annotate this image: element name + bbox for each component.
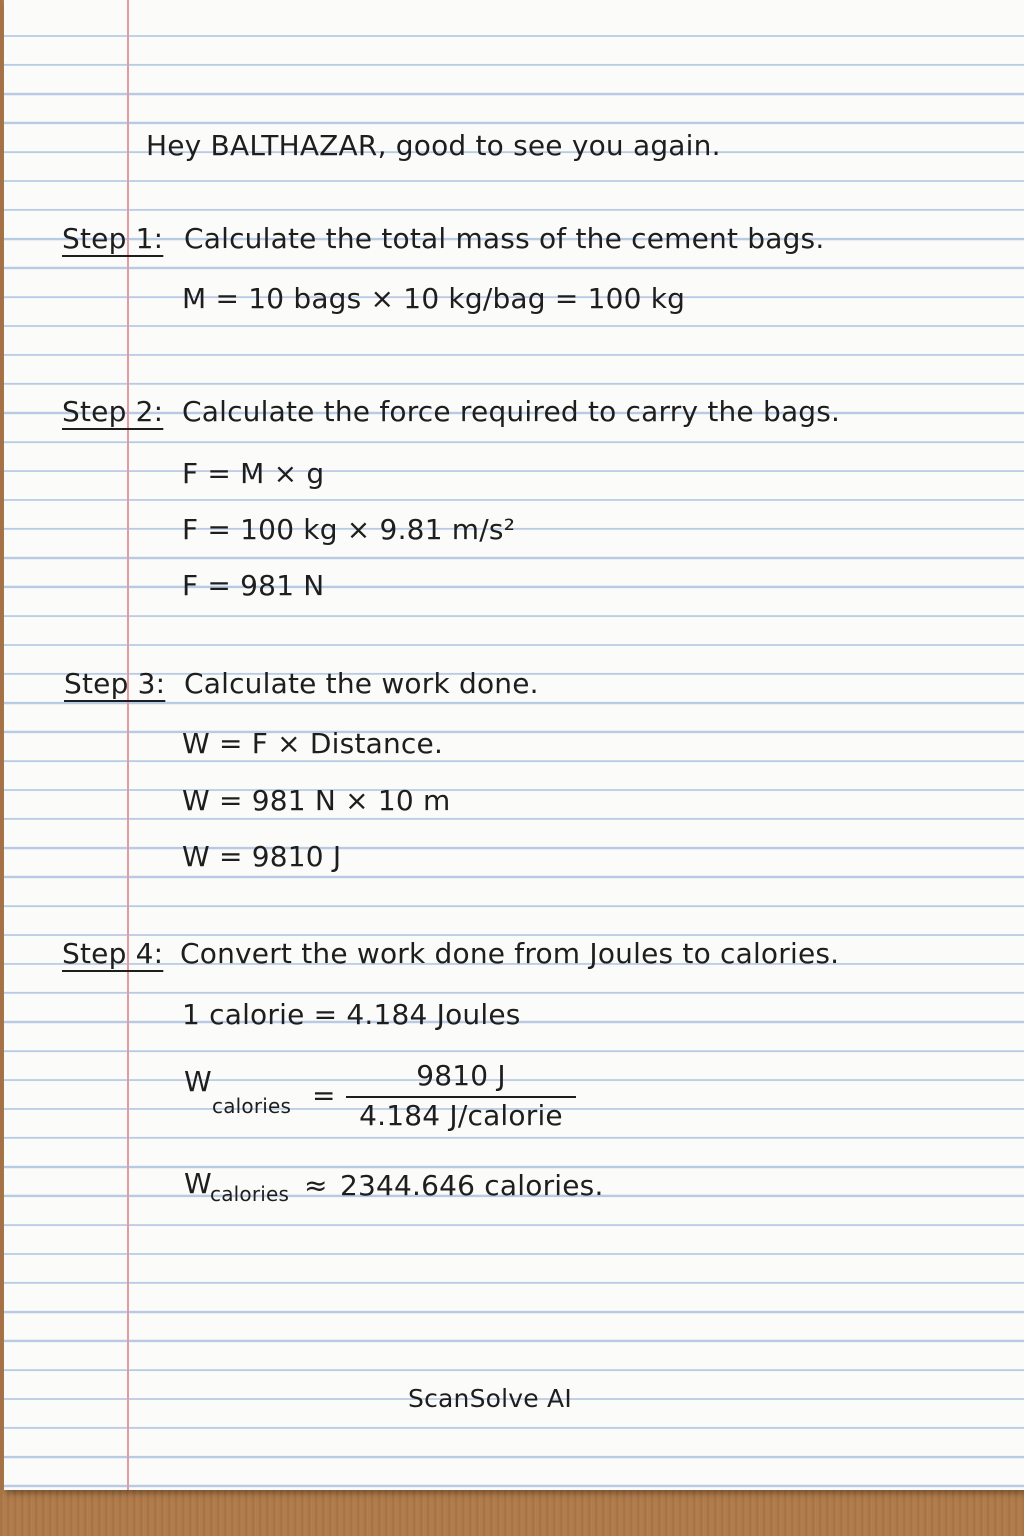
notebook-paper [4, 0, 1024, 1490]
result-value: 2344.646 calories. [340, 1169, 604, 1202]
fraction-numerator: 9810 J [416, 1059, 506, 1092]
step-4-title: Convert the work done from Joules to calories. [180, 937, 840, 970]
step-3-equation-3: W = 9810 J [182, 840, 342, 873]
step-2-equation-2: F = 100 kg × 9.81 m/s² [182, 513, 516, 546]
fraction-denominator: 4.184 J/calorie [359, 1099, 563, 1132]
step-1-title: Calculate the total mass of the cement bags. [184, 222, 825, 255]
step-3-equation-1: W = F × Distance. [182, 727, 444, 760]
fraction-bar [346, 1096, 576, 1098]
result-subscript: calories [210, 1182, 290, 1206]
footer-brand: ScanSolve AI [408, 1384, 572, 1413]
step-1-label: Step 1: [62, 222, 164, 255]
step-4-equation-1: 1 calorie = 4.184 Joules [182, 998, 521, 1031]
step-2-label: Step 2: [62, 395, 164, 428]
result-operator: ≈ [304, 1169, 328, 1202]
result-symbol: W [184, 1167, 212, 1200]
fraction-lhs-subscript: calories [212, 1094, 292, 1118]
step-4-label: Step 4: [62, 937, 164, 970]
fraction-lhs-symbol: W [184, 1065, 212, 1098]
step-2-equation-3: F = 981 N [182, 569, 325, 602]
fraction-operator: = [312, 1079, 336, 1112]
step-2-equation-1: F = M × g [182, 457, 325, 490]
step-2-title: Calculate the force required to carry the bags. [182, 395, 841, 428]
step-3-label: Step 3: [64, 667, 166, 700]
step-3-title: Calculate the work done. [184, 667, 539, 700]
step-1-equation: M = 10 bags × 10 kg/bag = 100 kg [182, 282, 686, 315]
step-3-equation-2: W = 981 N × 10 m [182, 784, 451, 817]
greeting: Hey BALTHAZAR, good to see you again. [146, 129, 721, 162]
